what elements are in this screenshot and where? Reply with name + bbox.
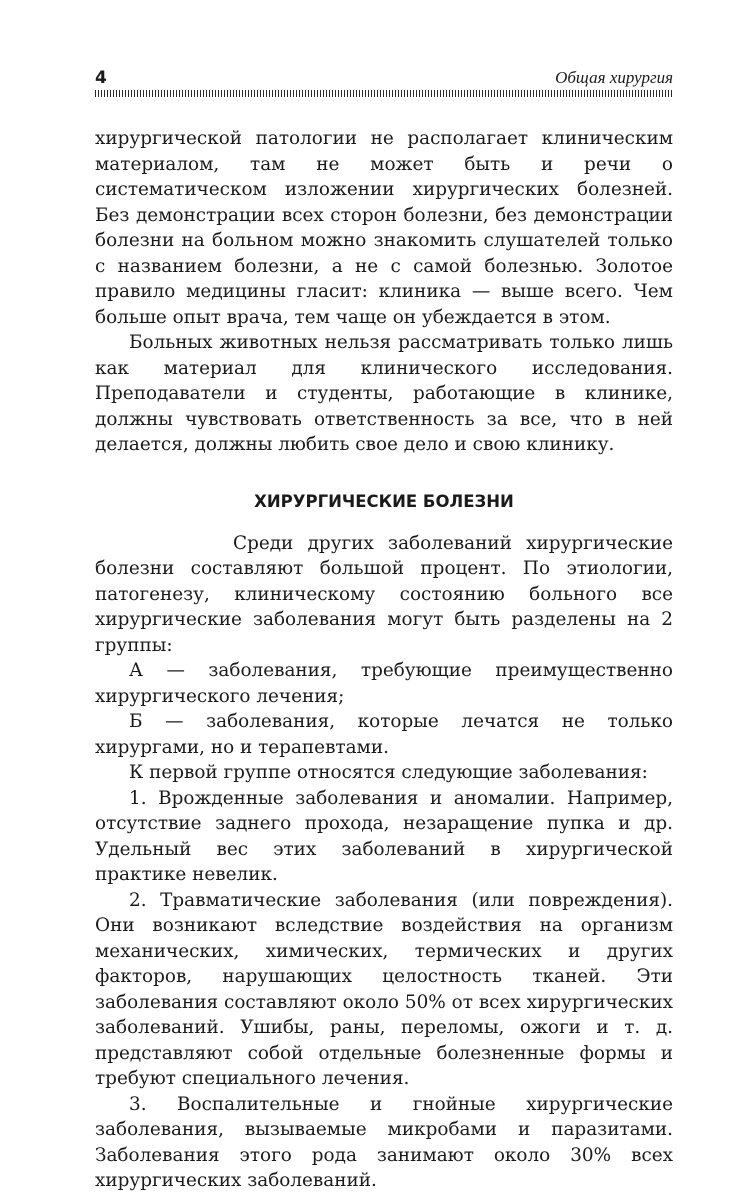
section-title: ХИРУРГИЧЕСКИЕ БОЛЕЗНИ bbox=[254, 491, 514, 511]
list-item: 2. Травматические заболевания (или повреждения). Они возникают вследствие воздействия на организм механических, химических, термических и других факторов, нарушающих целостность тканей. Эти заболевания составляют около 50% от всех хирургических заболеваний. Ушибы, раны, переломы, ожоги и т. д. представляют собой отдельные болезненные формы и требуют специального лечения. bbox=[95, 889, 673, 1089]
paragraph: К первой группе относятся следующие заболевания: bbox=[129, 762, 648, 783]
paragraph: А — заболевания, требующие преимущественно хирургического лечения; bbox=[95, 660, 673, 707]
page-header bbox=[95, 66, 673, 90]
paragraph: Б — заболевания, которые лечатся не только хирургами, но и терапевтами. bbox=[95, 711, 673, 758]
paragraph: Больных животных нельзя рассматривать только лишь как материал для клинического исследования. Преподаватели и студенты, работающие в клинике, должны чувствовать ответственность за все, что в ней делается, должны любить свое дело и свою клинику. bbox=[95, 332, 673, 455]
list-item: 3. Воспалительные и гнойные хирургические заболевания, вызываемые микробами и паразитами. Заболевания этого рода занимают около 30% всех хирургических заболеваний. bbox=[95, 1093, 673, 1191]
list-item: 1. Врожденные заболевания и аномалии. Например, отсутствие заднего прохода, незаращение пупка и др. Удельный вес этих заболеваний в хирургической практике невелик. bbox=[95, 787, 673, 885]
running-title: Общая хирургия bbox=[555, 68, 673, 87]
paragraph-continued: хирургической патологии не располагает клиническим материалом, там не может быть и речи о систематическом изложении хирургических болезней. Без демонстрации всех сторон болезни, без демонстрации болезни на больном можно знакомить слушателей только с названием болезни, а не с самой болезнью. Золотое правило медицины гласит: клиника — выше всего. Чем больше опыт врача, тем чаще он убеждается в этом. bbox=[95, 128, 673, 328]
page-number: 4 bbox=[95, 68, 107, 88]
page-body bbox=[95, 126, 673, 1194]
paragraph: Среди других заболеваний хирургические болезни составляют большой процент. По этиологии, патогенезу, клиническому состоянию больного все хирургические заболевания могут быть разделены на 2 группы: bbox=[95, 532, 673, 656]
header-rule bbox=[95, 90, 673, 97]
